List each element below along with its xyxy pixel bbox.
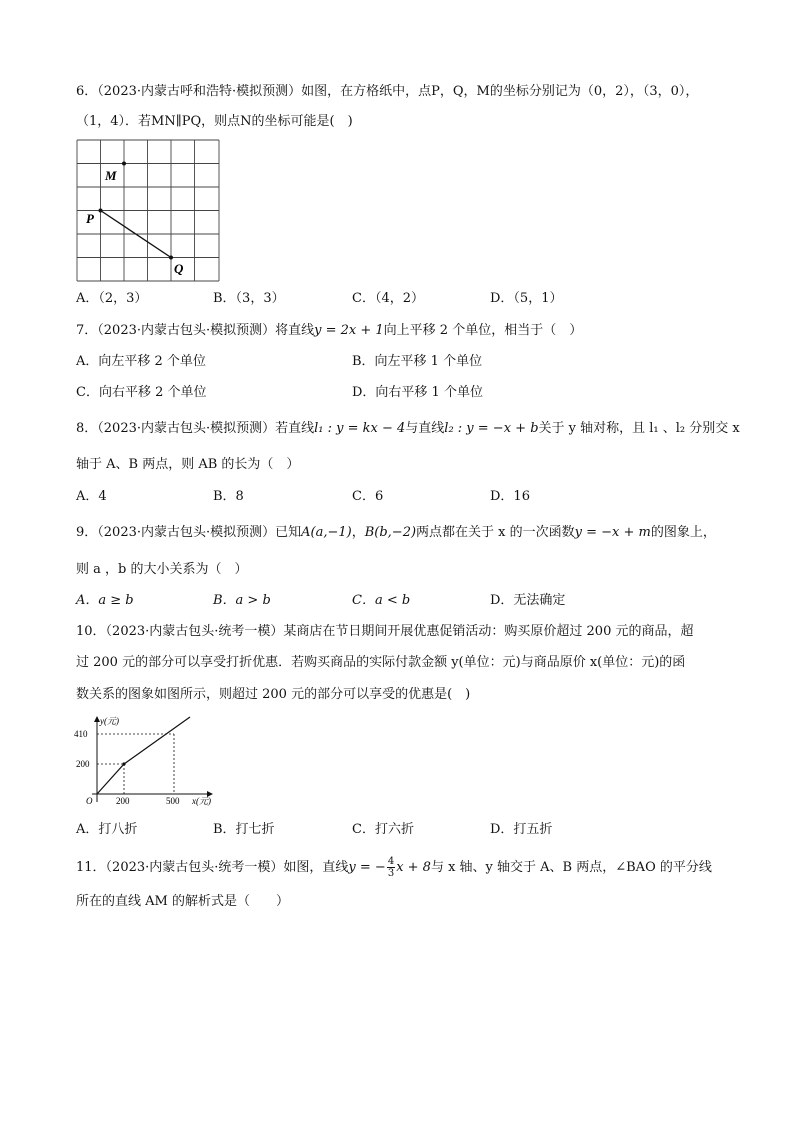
q9-text-c: 的图象上， — [650, 525, 716, 540]
q10-function-graph — [72, 712, 222, 808]
q6-option-a[interactable]: A．（2，3） — [76, 291, 148, 306]
q10-line2: 过 200 元的部分可以享受打折优惠．若购买商品的实际付款金额 y(单位：元)与商品原价 x(单位：元)的函 — [76, 655, 686, 670]
q7-equation: y = 2x + 1 — [314, 323, 384, 338]
x-tick-500: 500 — [166, 796, 180, 806]
q8-option-b[interactable]: B．8 — [213, 489, 244, 504]
q7-option-d[interactable]: D．向右平移 1 个单位 — [352, 385, 483, 400]
q8-text-b: 与直线 — [405, 421, 445, 436]
q7-text-b: 向上平移 2 个单位，相当于（ ） — [383, 323, 583, 338]
point-p — [99, 209, 103, 213]
y-axis-label: y(元) — [100, 716, 119, 726]
point-m — [122, 162, 126, 166]
q6-option-b[interactable]: B．（3，3） — [213, 291, 285, 306]
q8-l1: l₁ : y = kx − 4 — [314, 421, 406, 436]
label-p: P — [86, 211, 94, 226]
function-line — [97, 717, 190, 794]
q6-option-d[interactable]: D．（5，1） — [490, 291, 563, 306]
origin-label: O — [86, 796, 93, 806]
q7-stem — [76, 322, 582, 340]
q8-l2: l₂ : y = −x + b — [444, 421, 539, 436]
q11-text-b: 与 x 轴、y 轴交于 A、B 两点，∠BAO 的平分线 — [430, 860, 712, 875]
q11-stem-line1 — [76, 856, 712, 880]
q8-option-d[interactable]: D．16 — [490, 489, 530, 504]
q10-option-c[interactable]: C．打六折 — [352, 822, 414, 837]
q8-option-a[interactable]: A．4 — [76, 489, 107, 504]
q11-eq-post: x + 8 — [396, 860, 431, 875]
q11-fraction-den: 3 — [387, 868, 395, 879]
q9-equation: y = −x + m — [574, 525, 651, 540]
x-axis-label: x(元) — [192, 796, 211, 806]
q10-option-b[interactable]: B．打七折 — [213, 822, 275, 837]
q10-option-a[interactable]: A．打八折 — [76, 822, 138, 837]
q11-fraction-num: 4 — [387, 856, 395, 867]
q11-fraction — [387, 856, 395, 879]
y-tick-410: 410 — [74, 729, 88, 739]
q7-option-b[interactable]: B．向左平移 1 个单位 — [352, 354, 483, 369]
x-tick-200: 200 — [116, 796, 130, 806]
q11-eq-pre: y = − — [348, 860, 386, 875]
label-m: M — [105, 168, 117, 183]
q9-stem-line2: 则 a ，b 的大小关系为（ ） — [76, 562, 248, 577]
q9-stem-line1 — [76, 524, 716, 542]
q9-text-b: 两点都在关于 x 的一次函数 — [416, 525, 575, 540]
q10-line3: 数关系的图象如图所示，则超过 200 元的部分可以享受的优惠是( ) — [76, 687, 471, 702]
q6-option-c[interactable]: C．（4，2） — [352, 291, 424, 306]
q10-option-d[interactable]: D．打五折 — [490, 822, 553, 837]
q8-option-c[interactable]: C．6 — [352, 489, 384, 504]
q9-option-b[interactable]: B．a > b — [213, 593, 271, 608]
q9-text-a: 9．（2023·内蒙古包头·模拟预测）已知 — [76, 525, 302, 540]
q6-line1: 6．（2023·内蒙古呼和浩特·模拟预测）如图，在方格纸中，点P，Q，M的坐标分别记为（0，2），（3，0）， — [76, 84, 699, 99]
q11-stem-line2: 所在的直线 AM 的解析式是（ ） — [76, 894, 289, 909]
q10-line1: 10．（2023·内蒙古包头·统考一模）某商店在节日期间开展优惠促销活动：购买原价超过 200 元的商品，超 — [76, 624, 694, 639]
q8-text-a: 8．（2023·内蒙古包头·模拟预测）若直线 — [76, 421, 315, 436]
q8-stem-line1 — [76, 420, 740, 438]
q9-point-a: A(a,−1) — [301, 525, 352, 540]
q8-text-c: 关于 y 轴对称，且 l₁ 、l₂ 分别交 x — [538, 421, 740, 436]
q7-option-a[interactable]: A．向左平移 2 个单位 — [76, 354, 206, 369]
q9-option-a[interactable]: A．a ≥ b — [76, 593, 134, 608]
q7-text-a: 7．（2023·内蒙古包头·模拟预测）将直线 — [76, 323, 315, 338]
q11-text-a: 11．（2023·内蒙古包头·统考一模）如图，直线 — [76, 860, 349, 875]
q6-grid-figure — [76, 139, 222, 285]
q8-stem-line2: 轴于 A、B 两点，则 AB 的长为（ ） — [76, 457, 300, 472]
q9-sep: ， — [351, 525, 365, 540]
q9-point-b: B(b,−2) — [364, 525, 417, 540]
q7-option-c[interactable]: C．向右平移 2 个单位 — [76, 385, 207, 400]
q6-line2: （1，4）．若MN∥PQ，则点N的坐标可能是( ) — [76, 114, 353, 129]
label-q: Q — [174, 261, 184, 276]
q9-option-c[interactable]: C．a < b — [352, 593, 411, 608]
y-tick-200: 200 — [76, 759, 90, 769]
q9-option-d[interactable]: D．无法确定 — [490, 593, 566, 608]
point-q — [169, 256, 173, 260]
